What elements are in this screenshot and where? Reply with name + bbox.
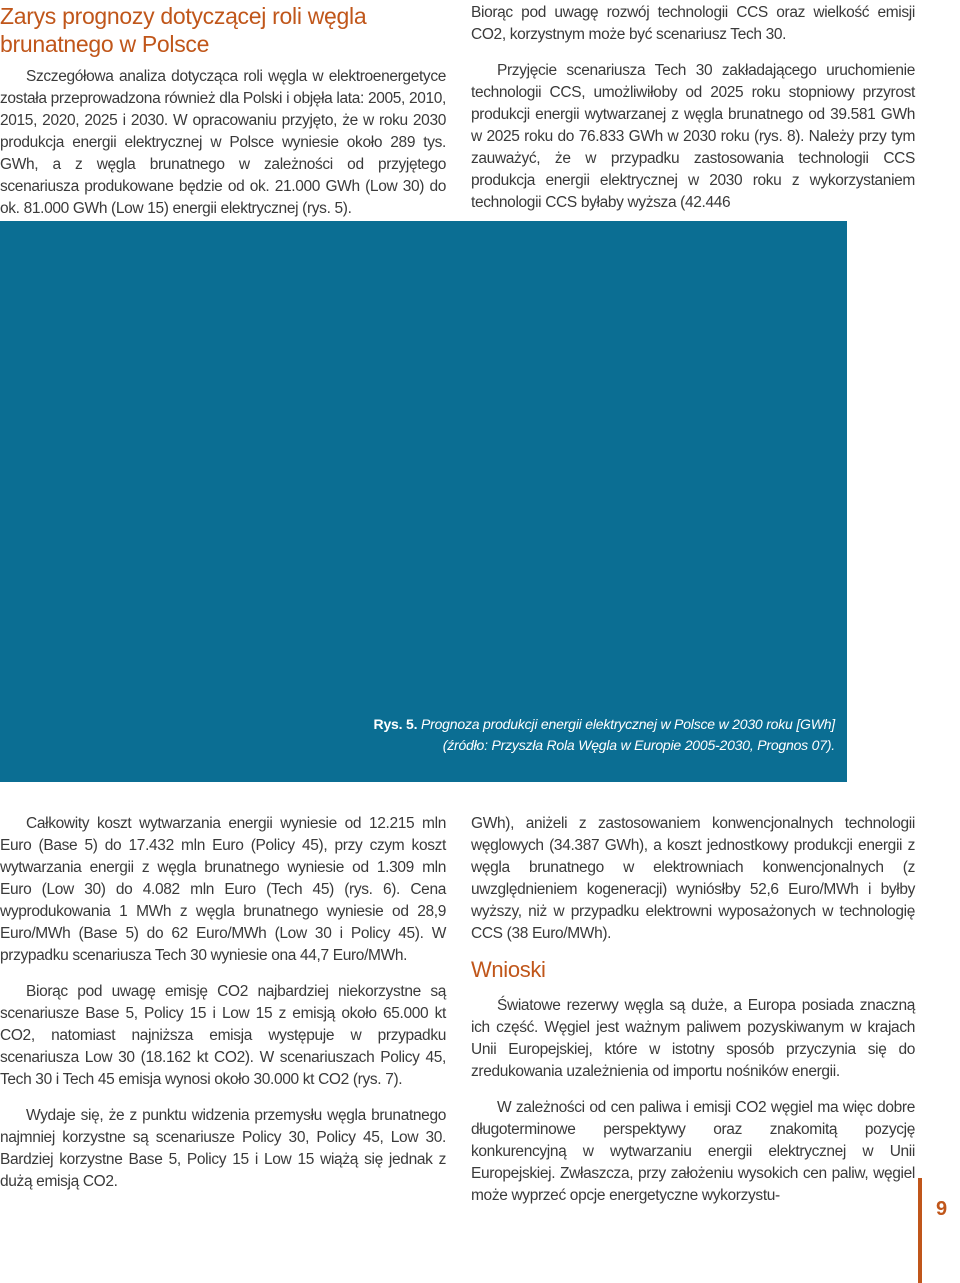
right-top-column [471, 2, 915, 228]
figure-5 [0, 221, 847, 782]
continuation-paragraph: GWh), aniżeli z zastosowaniem konwencjonalnych technologii węglowych (34.387 GWh), a koszt jednostkowy produkcji energii z węgla brunatnego w elektrowniach konwencjonalnych (z uwzględnieniem kogeneracji) wyniósłby 52,6 Euro/MWh i byłby wyższy, niż w przypadku elektrowni wyposażonych w technologię CCS (38 Euro/MWh). [471, 815, 915, 942]
tech30-paragraph: Przyjęcie scenariusza Tech 30 zakładającego uruchomienie technologii CCS, umożliwiłoby od 2025 roku stopniowy przyrost produkcji energii wytwarzanej z węgla brunatnego od 39.581 GWh w 2025 roku do 76.833 GWh w 2030 roku (rys. 8). Należy przy tym zauważyć, że w przypadku zastosowania technologii CCS produkcja energii elektrycznej w 2030 roku z wykorzystaniem technologii CCS byłaby wyższa (42.446 [471, 62, 915, 211]
page-number: 9 [936, 1198, 948, 1220]
figure-caption [0, 714, 835, 756]
caption-label: Rys. 5. [373, 716, 418, 732]
page-number-bar [918, 1178, 922, 1283]
caption-line-2: (źródło: Przyszła Rola Węgla w Europie 2005-2030, Prognos 07). [442, 737, 835, 753]
wnioski-paragraph-2: W zależności od cen paliwa i emisji CO2 węgiel ma więc dobre długoterminowe perspektywy oraz znakomitą pozycję konkurencyjną w wytwarzaniu energii elektrycznej w Unii Europejskiej. Zwłaszcza, przy założeniu wysokich cen paliw, węgiel może wyprzeć opcje energetyczne wykorzystu- [471, 1099, 915, 1204]
ccs-paragraph: Biorąc pod uwagę rozwój technologii CCS oraz wielkość emisji CO2, korzystnym może być scenariusz Tech 30. [471, 4, 915, 43]
page-title: Zarys prognozy dotyczącej roli węgla brunatnego w Polsce [0, 3, 367, 57]
emission-paragraph: Biorąc pod uwagę emisję CO2 najbardziej niekorzystne są scenariusze Base 5, Policy 15 i Low 15 z emisją około 65.000 kt CO2, natomiast najniższa emisja występuje w przypadku scenariusza Low 30 (18.162 kt CO2). W scenariuszach Policy 45, Tech 30 i Tech 45 emisja wynosi około 30.000 kt CO2 (rys. 7). [0, 983, 446, 1088]
left-top-column [0, 66, 446, 234]
right-bottom-column [471, 813, 915, 1221]
caption-line-1: Prognoza produkcji energii elektrycznej w Polsce w 2030 roku [GWh] [421, 716, 835, 732]
cost-paragraph: Całkowity koszt wytwarzania energii wyniesie od 12.215 mln Euro (Base 5) do 17.432 mln Euro (Policy 45), przy czym koszt wytwarzania energii z węgla brunatnego wyniesie od 1.309 mln Euro (Low 30) do 4.082 mln Euro (Tech 45) (rys. 6). Cena wyprodukowania 1 MWh z węgla brunatnego wyniesie od 28,9 Euro/MWh (Base 5) do 62 Euro/MWh (Low 30 i Policy 45). W przypadku scenariusza Tech 30 wyniesie ona 44,7 Euro/MWh. [0, 815, 446, 964]
wnioski-paragraph-1: Światowe rezerwy węgla są duże, a Europa posiada znaczną ich część. Węgiel jest ważnym paliwem pozyskiwanym w krajach Unii Europejskiej, które w istotny sposób przyczynia się do zredukowania uzależnienia od importu nośników energii. [471, 997, 915, 1080]
wnioski-heading: Wnioski [471, 957, 546, 982]
conclusion-paragraph: Wydaje się, że z punktu widzenia przemysłu węgla brunatnego najmniej korzystne są scenariusze Policy 30, Policy 45, Low 30. Bardziej korzystne Base 5, Policy 15 i Low 15 wiążą się jednak z dużą emisją CO2. [0, 1107, 446, 1190]
intro-paragraph: Szczegółowa analiza dotycząca roli węgla w elektroenergetyce została przeprowadzona również dla Polski i objęła lata: 2005, 2010, 2015, 2020, 2025 i 2030. W opracowaniu przyjęto, że w roku 2030 produkcja energii elektrycznej w Polsce wyniesie około 289 tys. GWh, a z węgla brunatnego w zależności od przyjętego scenariusza produkowane będzie od ok. 21.000 GWh (Low 30) do ok. 81.000 GWh (Low 15) energii elektrycznej (rys. 5). [0, 68, 446, 217]
left-bottom-column [0, 813, 446, 1207]
